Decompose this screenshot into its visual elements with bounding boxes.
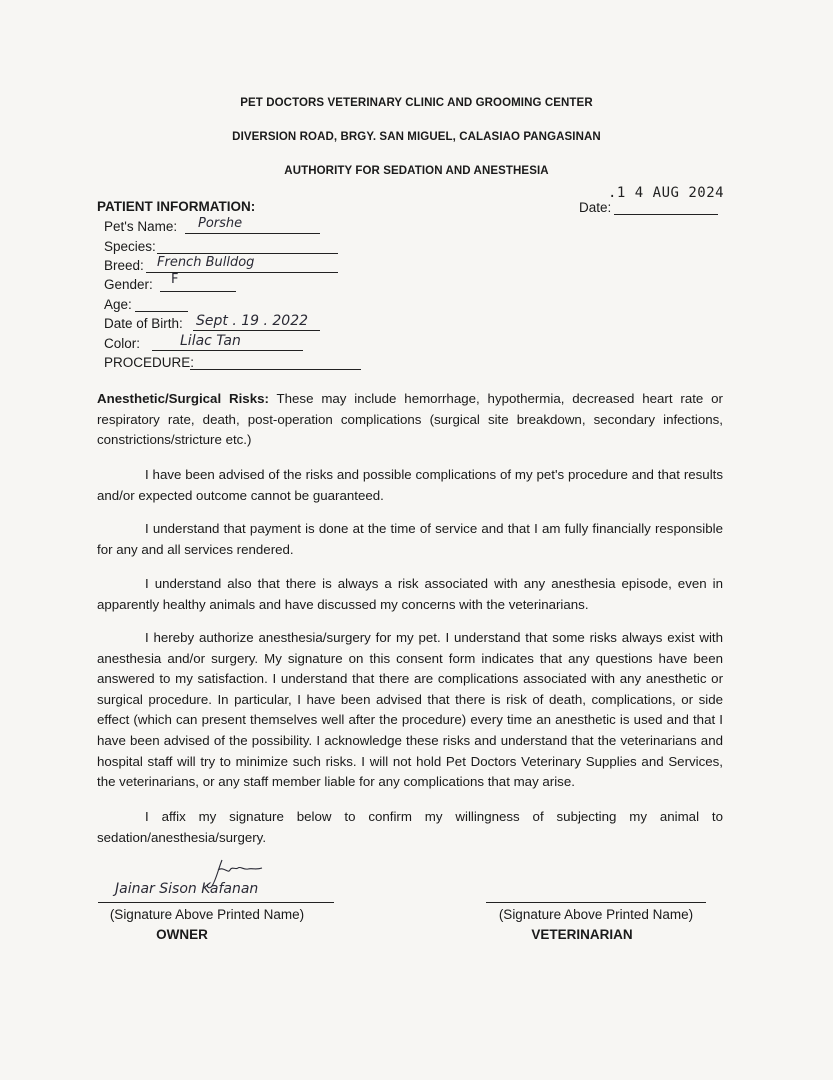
paragraph-authorize bbox=[97, 628, 723, 793]
color-label: Color: bbox=[104, 336, 141, 351]
paragraph-risk bbox=[97, 574, 723, 615]
pet-name-value: Porshe bbox=[198, 216, 243, 231]
owner-caption: (Signature Above Printed Name) bbox=[109, 907, 305, 922]
color-line bbox=[152, 350, 303, 351]
paragraph-risk-text: I understand also that there is always a risk associated with any anesthesia episode, even in apparently healthy animals and have discussed my concerns with the veterinarians. bbox=[97, 576, 723, 612]
patient-info-heading: PATIENT INFORMATION: bbox=[97, 199, 256, 214]
gender-value: F bbox=[171, 272, 179, 287]
procedure-line bbox=[190, 369, 361, 370]
risks-label: Anesthetic/Surgical Risks: bbox=[97, 391, 269, 406]
paragraph-payment bbox=[97, 519, 723, 560]
gender-label: Gender: bbox=[104, 277, 153, 292]
paragraph-advised bbox=[97, 465, 723, 506]
paragraph-advised-text: I have been advised of the risks and possible complications of my pet's procedure and that results and/or expected outcome cannot be guaranteed. bbox=[97, 467, 723, 503]
owner-signature-line bbox=[98, 902, 334, 903]
procedure-label: PROCEDURE: bbox=[104, 355, 195, 370]
color-value: Lilac Tan bbox=[180, 333, 241, 349]
breed-value: French Bulldog bbox=[157, 255, 255, 270]
gender-line bbox=[160, 291, 236, 292]
date-line bbox=[614, 214, 718, 215]
risks-paragraph bbox=[97, 389, 723, 451]
vet-role: VETERINARIAN bbox=[531, 927, 633, 942]
owner-printed-name: Jainar Sison Kafanan bbox=[115, 881, 259, 897]
pet-name-line bbox=[185, 233, 320, 234]
species-line bbox=[157, 253, 338, 254]
date-label: Date: bbox=[579, 200, 612, 215]
vet-signature-line bbox=[486, 902, 706, 903]
dob-value: Sept . 19 . 2022 bbox=[196, 313, 309, 329]
risks-text: These may include hemorrhage, hypothermia, decreased heart rate or respiratory rate, death, post-operation complications (surgical site breakdown, secondary infections, constrictions/stricture etc.) bbox=[97, 391, 723, 448]
owner-role: OWNER bbox=[156, 927, 208, 942]
clinic-name: PET DOCTORS VETERINARY CLINIC AND GROOMING CENTER bbox=[240, 97, 593, 109]
dob-line bbox=[193, 330, 320, 331]
paragraph-payment-text: I understand that payment is done at the time of service and that I am fully financially responsible for any and all services rendered. bbox=[97, 521, 723, 557]
dob-label: Date of Birth: bbox=[104, 316, 183, 331]
age-label: Age: bbox=[104, 297, 132, 312]
pet-name-label: Pet's Name: bbox=[104, 219, 178, 234]
form-title: AUTHORITY FOR SEDATION AND ANESTHESIA bbox=[284, 165, 549, 177]
clinic-address: DIVERSION ROAD, BRGY. SAN MIGUEL, CALASIAO PANGASINAN bbox=[232, 131, 601, 143]
breed-label: Breed: bbox=[104, 258, 144, 273]
species-label: Species: bbox=[104, 239, 156, 254]
paragraph-affix-text: I affix my signature below to confirm my willingness of subjecting my animal to sedation/anesthesia/surgery. bbox=[97, 809, 723, 845]
paragraph-authorize-text: I hereby authorize anesthesia/surgery for my pet. I understand that some risks always exist with anesthesia and/or surgery. My signature on this consent form indicates that any questions have been answered to my satisfaction. I understand that there are complications associated with any anesthetic or surgical procedure. In particular, I have been advised that there is risk of death, complications, or side effect (which can present themselves well after the procedure) every time an anesthetic is used and that I have been advised of the possibility. I acknowledge these risks and understand that the veterinarians and hospital staff will try to minimize such risks. I will not hold Pet Doctors Veterinary Supplies and Services, the veterinarians, or any staff member liable for any complications that may arise. bbox=[97, 630, 723, 790]
vet-caption: (Signature Above Printed Name) bbox=[498, 907, 694, 922]
paragraph-affix bbox=[97, 807, 723, 848]
date-stamp: .1 4 AUG 2024 bbox=[608, 185, 725, 201]
age-line bbox=[135, 311, 188, 312]
